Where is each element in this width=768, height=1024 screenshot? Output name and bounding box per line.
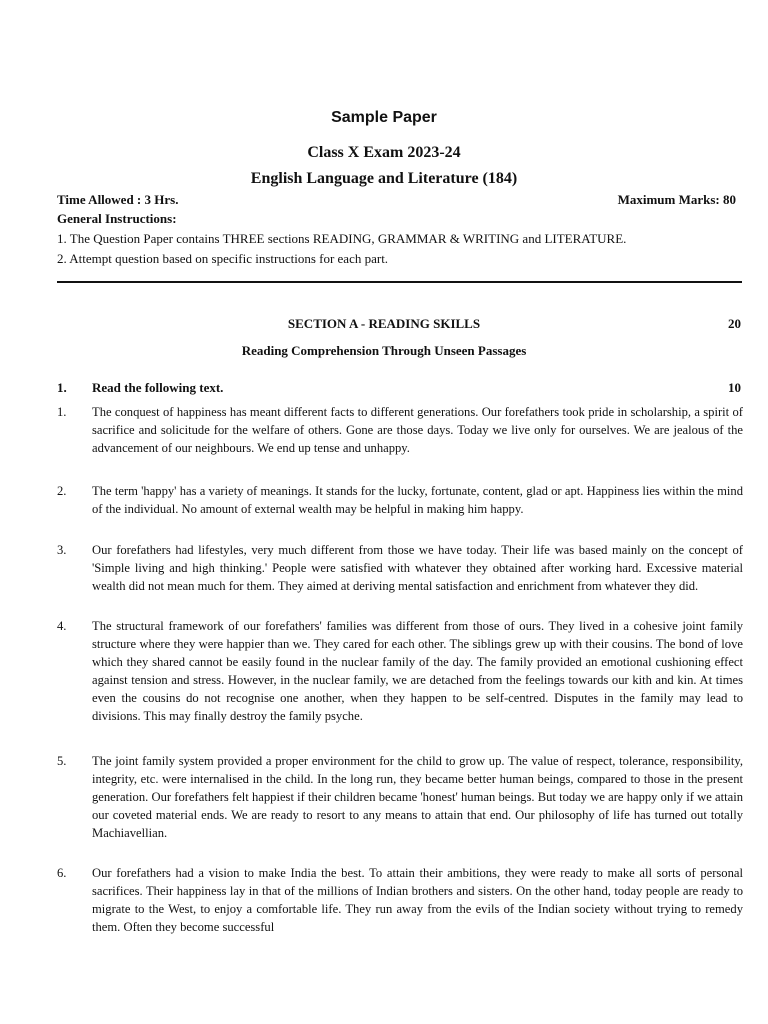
instruction-item: 1. The Question Paper contains THREE sections READING, GRAMMAR & WRITING and LITERATURE. [57, 231, 627, 246]
passage-paragraph [57, 482, 743, 518]
paragraph-text: Our forefathers had a vision to make India the best. To attain their ambitions, they were ready to make all sorts of personal sacrifices. Their happiness lay in that of the millions of Indian brothers and sisters. On the other hand, today people are ready to migrate to the West, to enjoy a comfortable life. They run away from the evils of the Indian society without trying to remedy them. Often they become successful [92, 866, 743, 934]
passage-paragraph [57, 864, 743, 936]
paragraph-number: 3. [57, 543, 67, 557]
divider [57, 281, 742, 283]
subject-title: English Language and Literature (184) [250, 170, 518, 187]
passage-paragraph [57, 403, 743, 457]
paragraph-text: The conquest of happiness has meant different facts to different generations. Our forefathers took pride in scholarship, a spirit of sacrifice and solicitude for the welfare of others. Gone are those days. Today we live only for ourselves. We are jealous of the advancement of our neighbours. We end up tense and unhappy. [92, 405, 743, 455]
paragraph-text: Our forefathers had lifestyles, very much different from those we have today. Their life was based mainly on the concept of 'Simple living and high thinking.' People were satisfied with whatever they obtained after working hard. Excessive material wealth did not mean much for them. They aimed at deriving mental satisfaction and enrichment from whatever they did. [92, 543, 743, 593]
section-marks: 20 [728, 316, 741, 331]
question-prompt: Read the following text. [92, 380, 224, 395]
paragraph-number: 2. [57, 484, 67, 498]
passage-paragraph [57, 752, 743, 842]
section-subtitle: Reading Comprehension Through Unseen Passages [241, 343, 527, 358]
paragraph-number: 5. [57, 754, 67, 768]
time-allowed: Time Allowed : 3 Hrs. [57, 192, 179, 207]
paragraph-text: The term 'happy' has a variety of meanings. It stands for the lucky, fortunate, content, glad or apt. Happiness lies within the mind of the individual. No amount of external wealth may be helpful in making him happy. [92, 484, 743, 516]
paragraph-number: 4. [57, 619, 67, 633]
maximum-marks: Maximum Marks: 80 [617, 192, 736, 207]
paragraph-text: The joint family system provided a proper environment for the child to grow up. The value of respect, tolerance, responsibility, integrity, etc. were internalised in the child. In the long run, they became better human beings, compared to those in the present generation. Our forefathers felt happiest if their children became 'honest' human beings. But today we are happy only if we attain our coveted material ends. We are ready to resort to any means to attain that end. Our philosophy of life has turned out totally Machiavellian. [92, 754, 743, 840]
general-instructions-label: General Instructions: [57, 211, 177, 226]
question-marks: 10 [728, 380, 741, 395]
paragraph-text: The structural framework of our forefathers' families was different from those of ours. They lived in a cohesive joint family structure where they were happier than we. They cared for each other. The siblings grew up with their cousins. The bond of love which they shared cannot be easily found in the nuclear family of the day. The family provided an emotional cushioning effect against tension and stress. However, in the nuclear family, we are detached from the feelings towards our kith and kin. At times even the cousins do not recognise one another, when they happen to be self-centred. Disputes in the family may lead to divisions. This may finally destroy the family psyche. [92, 619, 743, 723]
passage-paragraph [57, 541, 743, 595]
passage-paragraph [57, 617, 743, 725]
instruction-item: 2. Attempt question based on specific instructions for each part. [57, 251, 389, 266]
paragraph-number: 6. [57, 866, 67, 880]
question-number: 1. [57, 380, 67, 395]
sample-paper-heading: Sample Paper [331, 109, 437, 126]
exam-title: Class X Exam 2023-24 [307, 144, 461, 161]
section-title: SECTION A - READING SKILLS [287, 316, 481, 331]
paragraph-number: 1. [57, 405, 67, 419]
